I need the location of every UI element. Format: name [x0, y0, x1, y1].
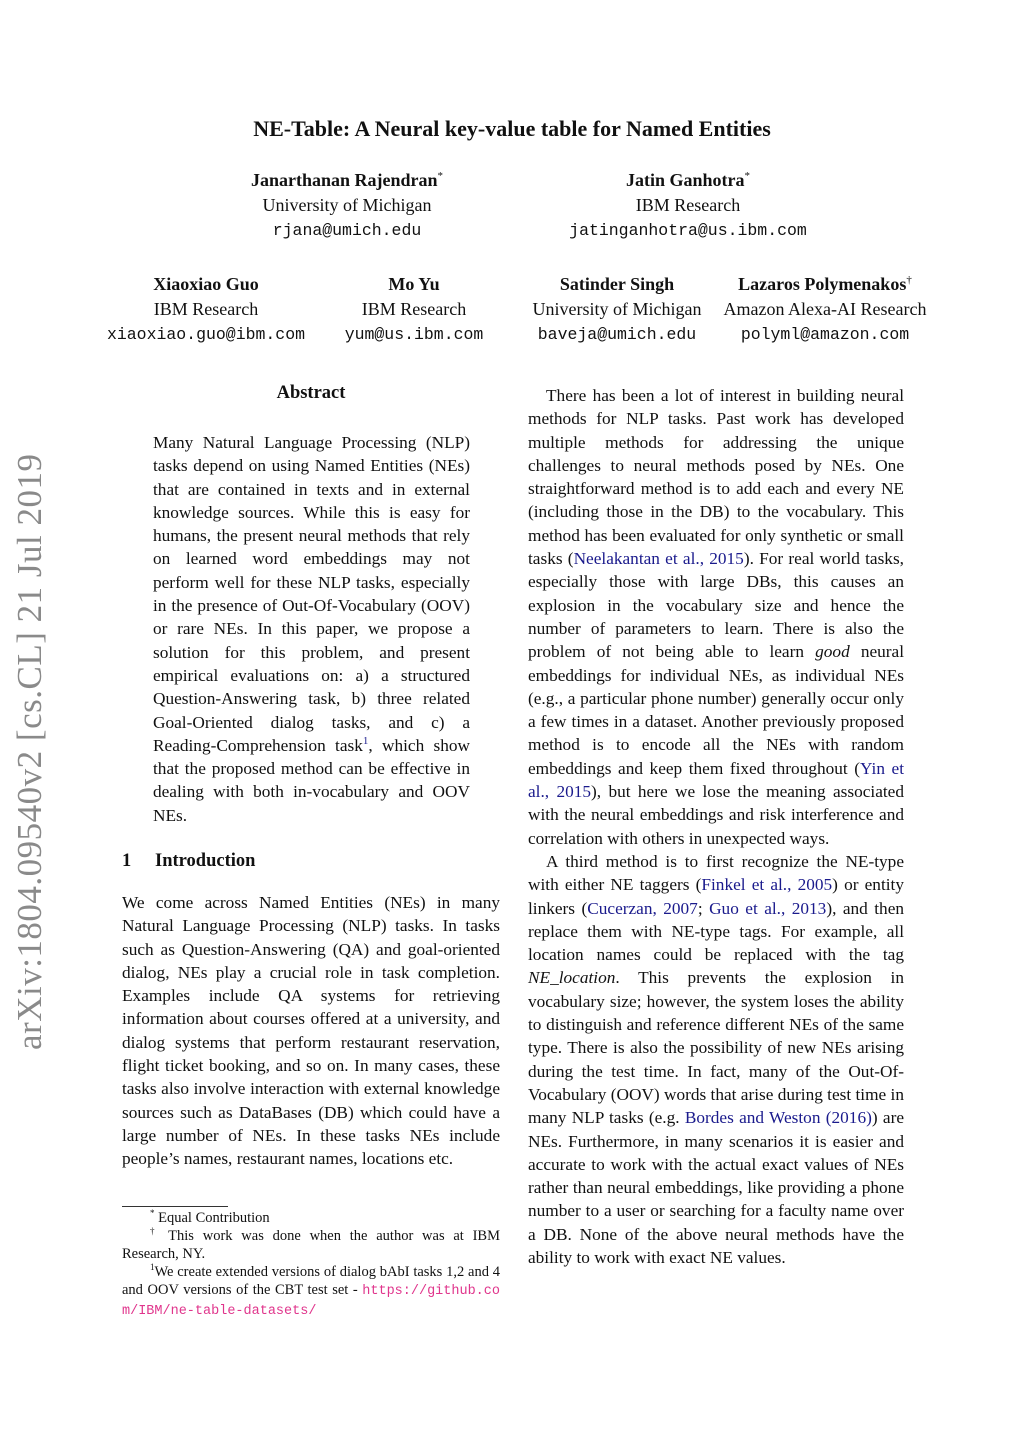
text-span: ), but here we lose the meaning associated with the neural embeddings and risk interference and correlation with others in unexpected ways. [528, 782, 904, 848]
footnote-equal-contribution: * Equal Contribution [150, 1208, 270, 1226]
author-block [197, 168, 497, 243]
author-block [520, 272, 714, 347]
author-block [89, 272, 323, 347]
footnote-ref[interactable]: 1 [362, 735, 369, 748]
footnote-datasets [122, 1263, 500, 1321]
author-affiliation: Amazon Alexa-AI Research [723, 299, 927, 319]
section-heading-introduction [122, 851, 255, 872]
section-number: 1 [122, 851, 132, 871]
paper-title: NE-Table: A Neural key-value table for Named Entities [253, 116, 771, 141]
emphasis-text: good [815, 642, 850, 662]
text-span: ) or entity linkers ( [528, 875, 904, 918]
citation-link[interactable]: Yin et al., 2015 [528, 758, 904, 802]
author-name: Mo Yu [388, 274, 440, 294]
author-block [716, 272, 934, 347]
text-span: ) are NEs. Furthermore, in many scenarios it is easier and accurate to work with the actual exact values of NEs rather than neural embeddings, like providing a phone number to a user or searching for a faculty name over a DB. None of the above neural methods have the ability to work with exact NE values. [528, 1108, 904, 1267]
dataset-url-link[interactable]: https://github.com/IBM/ne-table-datasets/ [122, 1284, 500, 1319]
footnote-ibm-research: † This work was done when the author was at IBM Research, NY. [122, 1226, 500, 1262]
section-title: Introduction [155, 851, 256, 871]
introduction-body [122, 891, 500, 1171]
citation-link[interactable]: Neelakantan et al., 2015 [573, 549, 744, 569]
text-span: ), and then replace them with NE-type tags. For example, all location names could be replaced with the tag [528, 898, 905, 965]
footnotes [122, 1209, 500, 1321]
author-block [330, 272, 498, 347]
author-email: polyml@amazon.com [740, 325, 910, 344]
abstract-text: Many Natural Language Processing (NLP) tasks depend on using Named Entities (NEs) that are contained in texts and in external knowledge sources. While this is easy for humans, the present neural methods that rely on learned word embeddings may not perform well for these NLP tasks, especially in the presence of Out-Of-Vocabulary (OOV) or rare NEs. In this paper, we propose a solution for this problem, and present empirical evaluations on: a) a structured Question-Answering task, b) three related Goal-Oriented dialog tasks, and c) a Reading-Comprehension task [153, 433, 470, 755]
citation-year-link[interactable]: (2016) [825, 1108, 872, 1128]
author-name: Jatin Ganhotra [625, 170, 745, 190]
text-span: There has been a lot of interest in building neural methods for NLP tasks. Past work has developed multiple methods for addressing the unique challenges to neural methods posed by NEs. One straightforward method is to add each and every NE (including those in the DB) to the vocabulary. This method has been evaluated for only synthetic or small tasks ( [528, 386, 904, 569]
author-email: yum@us.ibm.com [344, 325, 484, 344]
author-email: xiaoxiao.guo@ibm.com [106, 325, 306, 344]
paragraph [528, 384, 904, 850]
footnote-text: Equal Contribution [158, 1210, 270, 1226]
right-column [528, 384, 904, 1269]
text-span: ). For real world tasks, especially those with large DBs, this causes an explosion in the vocabulary size and hence the number of parameters to learn. There is also the problem of not being able to learn [528, 549, 904, 662]
text-span: A third method is to first recognize the NE-type with either NE taggers ( [528, 851, 904, 895]
paragraph: We come across Named Entities (NEs) in many Natural Language Processing (NLP) tasks. In tasks such as Question-Answering (QA) and goal-oriented dialog, NEs play a crucial role in task completion. Examples include QA systems for retrieving information about courses offered at a university, and dialog systems that perform restaurant reservation, flight ticket booking, and so on. In many cases, these tasks also involve interaction with external knowledge sources such as DataBases (DB) which could have a large number of NEs. In these tasks NEs include people’s names, restaurant names, locations etc. [122, 893, 500, 1169]
author-name: Xiaoxiao Guo [153, 274, 259, 294]
author-mark: * [437, 170, 444, 182]
citation-link[interactable]: Bordes and Weston [684, 1108, 821, 1128]
author-email: jatinganhotra@us.ibm.com [569, 221, 807, 240]
footnote-number: 1 [150, 1262, 155, 1273]
text-span: ; [697, 898, 710, 918]
author-affiliation: University of Michigan [262, 195, 432, 215]
author-name: Satinder Singh [559, 274, 675, 294]
citation-link[interactable]: Cucerzan, 2007 [587, 898, 698, 918]
author-mark: * [744, 170, 750, 182]
abstract-text-continued: , which show that the proposed method can be effective in dealing with both in-vocabulary and OOV NEs. [153, 735, 471, 825]
author-block [528, 168, 848, 243]
author-affiliation: IBM Research [153, 299, 259, 319]
author-email: rjana@umich.edu [272, 221, 422, 240]
author-affiliation: University of Michigan [532, 299, 702, 319]
text-span: . This prevents the explosion in vocabulary size; however, the system loses the ability to distinguish and reference different NEs of the same type. There is also the possibility of new NEs arising during the test time. In fact, many of the Out-Of-Vocabulary (OOV) words that arise during test time in many NLP tasks (e.g. [528, 968, 904, 1128]
footnote-text: We create extended versions of dialog bAbI tasks 1,2 and 4 and OOV versions of the CBT test set - [122, 1264, 500, 1298]
author-mark: † [906, 274, 912, 286]
text-span: neural embeddings for individual NEs, as individual NEs (e.g., a particular phone number) generally occur only a few times in a dataset. Another previously proposed method is to encode all the NEs with random embeddings and keep them fixed throughout ( [528, 642, 905, 778]
author-name: Lazaros Polymenakos [738, 274, 907, 294]
citation-link[interactable]: Finkel et al., 2005 [701, 875, 833, 895]
abstract-body [153, 431, 470, 827]
footnote-text: This work was done when the author was at IBM Research, NY. [122, 1228, 500, 1262]
author-name: Janarthanan Rajendran [250, 170, 438, 190]
author-email: baveja@umich.edu [537, 325, 697, 344]
abstract-heading: Abstract [276, 383, 346, 403]
citation-link[interactable]: Guo et al., 2013 [709, 898, 827, 918]
author-affiliation: IBM Research [635, 195, 741, 215]
arxiv-identifier-stamp: arXiv:1804.09540v2 [cs.CL] 21 Jul 2019 [10, 453, 49, 1050]
footnote-divider [122, 1206, 228, 1207]
paragraph [528, 850, 904, 1269]
emphasis-text: NE_location [528, 968, 616, 988]
author-affiliation: IBM Research [361, 299, 467, 319]
